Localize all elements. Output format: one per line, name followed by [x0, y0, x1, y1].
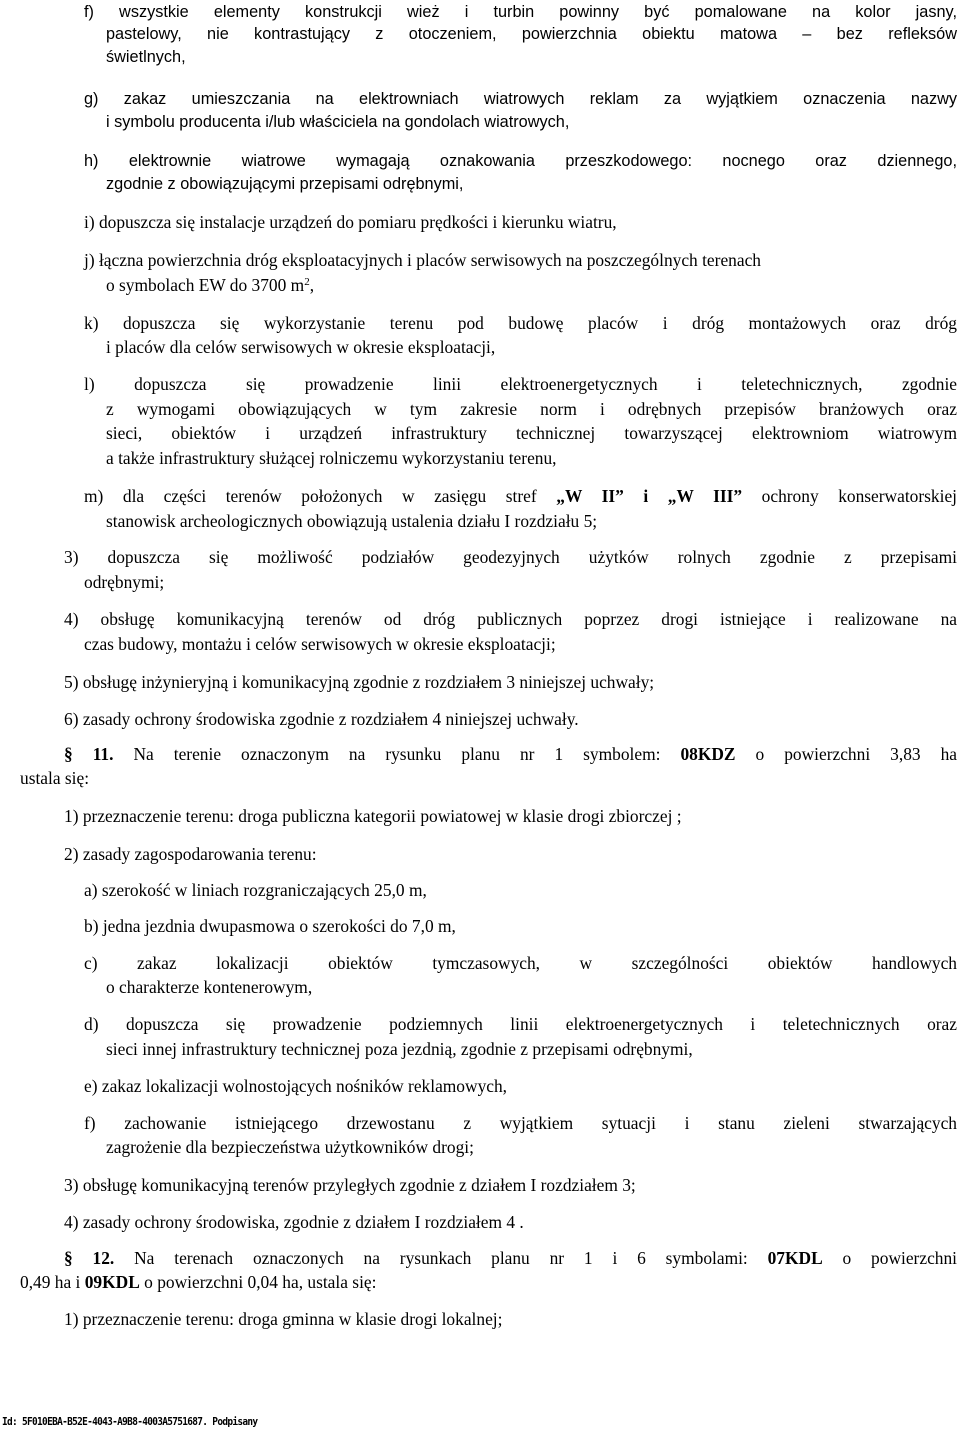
section-11-item-f-line-2: zagrożenie dla bezpieczeństwa użytkowników drogi; [106, 1137, 474, 1157]
item-m-zones: „W II” i „W III” [556, 486, 743, 506]
point-3-line-2: odrębnymi; [84, 572, 165, 592]
section-12-text-b: o powierzchni [822, 1248, 958, 1268]
item-k-line-1: k) dopuszcza się wykorzystanie terenu pod budowę placów i dróg montażowych oraz dróg [84, 313, 957, 333]
section-11-text-a: Na terenie oznaczonym na rysunku planu nr 1 symbolem: [113, 744, 681, 764]
item-m-text-a: m) dla części terenów położonych w zasięgu stref [84, 486, 557, 506]
item-j-line-2 [106, 273, 314, 297]
item-g-line-2: i symbolu producenta i/lub właściciela na gondolach wiatrowych, [106, 113, 570, 131]
section-11-item-d-line-1: d) dopuszcza się prowadzenie podziemnych linii elektroenergetycznych i teletechnicznych oraz [84, 1014, 957, 1034]
item-j-comma: , [309, 275, 315, 295]
section-12-symbol: 07KDL [767, 1248, 823, 1268]
signature-footer: Id: 5F010EBA-B52E-4043-A9B8-4003A5751687. Podpisany [2, 1415, 258, 1428]
item-i: i) dopuszcza się instalacje urządzeń do pomiaru prędkości i kierunku wiatru, [84, 212, 617, 232]
item-j-superscript: 2 [304, 276, 310, 288]
item-m-text-c: ochrony konserwatorskiej [742, 486, 957, 506]
item-f-line-1: f) wszystkie elementy konstrukcji wież i turbin powinny być pomalowane na kolor jasny, [84, 3, 957, 21]
section-12-heading-line-1 [64, 1246, 957, 1270]
section-12-text-a: Na terenach oznaczonych na rysunkach planu nr 1 i 6 symbolami: [114, 1248, 768, 1268]
item-f-line-3: świetlnych, [106, 48, 186, 66]
item-g-line-1: g) zakaz umieszczania na elektrowniach wiatrowych reklam za wyjątkiem oznaczenia nazwy [84, 90, 957, 108]
item-l-line-4: a także infrastruktury służącej rolniczemu wykorzystaniu terenu, [106, 448, 557, 468]
section-11-item-b: b) jedna jezdnia dwupasmowa o szerokości do 7,0 m, [84, 916, 456, 936]
section-11-number: § 11. [64, 744, 114, 764]
section-11-point-3: 3) obsługę komunikacyjną terenów przyległych zgodnie z działem I rozdziałem 3; [64, 1175, 636, 1195]
section-11-heading-line-1 [64, 742, 957, 766]
section-11-heading-line-2: ustala się: [20, 768, 90, 788]
point-6: 6) zasady ochrony środowiska zgodnie z rozdziałem 4 niniejszej uchwały. [64, 709, 579, 729]
point-5: 5) obsługę inżynieryjną i komunikacyjną zgodnie z rozdziałem 3 niniejszej uchwały; [64, 672, 655, 692]
section-11-item-c-line-2: o charakterze kontenerowym, [106, 977, 313, 997]
section-11-item-d-line-2: sieci innej infrastruktury technicznej poza jezdnią, zgodnie z przepisami odrębnymi, [106, 1039, 693, 1059]
point-4-line-2: czas budowy, montażu i celów serwisowych w okresie eksploatacji; [84, 634, 556, 654]
point-4-line-1: 4) obsługę komunikacyjną terenów od dróg publicznych poprzez drogi istniejące i realizowane na [64, 609, 957, 629]
section-11-item-e: e) zakaz lokalizacji wolnostojących nośników reklamowych, [84, 1076, 508, 1096]
point-3-line-1: 3) dopuszcza się możliwość podziałów geodezyjnych użytków rolnych zgodnie z przepisami [64, 547, 957, 567]
item-h-line-2: zgodnie z obowiązującymi przepisami odrębnymi, [106, 175, 464, 193]
section-11-symbol: 08KDZ [680, 744, 736, 764]
section-11-point-2: 2) zasady zagospodarowania terenu: [64, 844, 317, 864]
section-12-heading-line-2 [20, 1270, 376, 1294]
section-11-item-a: a) szerokość w liniach rozgraniczających 25,0 m, [84, 880, 427, 900]
item-m-line-2: stanowisk archeologicznych obowiązują ustalenia działu I rozdziału 5; [106, 511, 598, 531]
section-11-item-c-line-1: c) zakaz lokalizacji obiektów tymczasowych, w szczególności obiektów handlowych [84, 953, 957, 973]
section-12-symbol-2: 09KDL [84, 1272, 140, 1292]
item-j-line-1: j) łączna powierzchnia dróg eksploatacyjnych i placów serwisowych na poszczególnych terenach [84, 250, 761, 270]
section-12-point-1: 1) przeznaczenie terenu: droga gminna w klasie drogi lokalnej; [64, 1309, 503, 1329]
section-12-area-b: o powierzchni 0,04 ha, ustala się: [139, 1272, 377, 1292]
item-j-text: o symbolach EW do 3700 m [106, 275, 305, 295]
item-l-line-1: l) dopuszcza się prowadzenie linii elektroenergetycznych i teletechnicznych, zgodnie [84, 374, 957, 394]
section-11-point-1: 1) przeznaczenie terenu: droga publiczna kategorii powiatowej w klasie drogi zbiorczej ; [64, 806, 682, 826]
section-12-number: § 12. [64, 1248, 115, 1268]
section-11-text-b: o powierzchni 3,83 ha [735, 744, 957, 764]
item-f-line-2: pastelowy, nie kontrastujący z otoczeniem, powierzchnia obiektu matowa – bez refleksów [106, 25, 957, 43]
section-12-area-a: 0,49 ha i [20, 1272, 85, 1292]
section-11-point-4: 4) zasady ochrony środowiska, zgodnie z działem I rozdziałem 4 . [64, 1212, 524, 1232]
section-11-item-f-line-1: f) zachowanie istniejącego drzewostanu z wyjątkiem sytuacji i stanu zieleni stwarzających [84, 1113, 957, 1133]
item-m-line-1 [84, 484, 957, 508]
item-h-line-1: h) elektrownie wiatrowe wymagają oznakowania przeszkodowego: nocnego oraz dziennego, [84, 152, 957, 170]
item-l-line-2: z wymogami obowiązujących w tym zakresie norm i odrębnych przepisów branżowych oraz [106, 399, 957, 419]
item-k-line-2: i placów dla celów serwisowych w okresie eksploatacji, [106, 337, 496, 357]
item-l-line-3: sieci, obiektów i urządzeń infrastruktury technicznej towarzyszącej elektrowniom wiatrowym [106, 423, 957, 443]
